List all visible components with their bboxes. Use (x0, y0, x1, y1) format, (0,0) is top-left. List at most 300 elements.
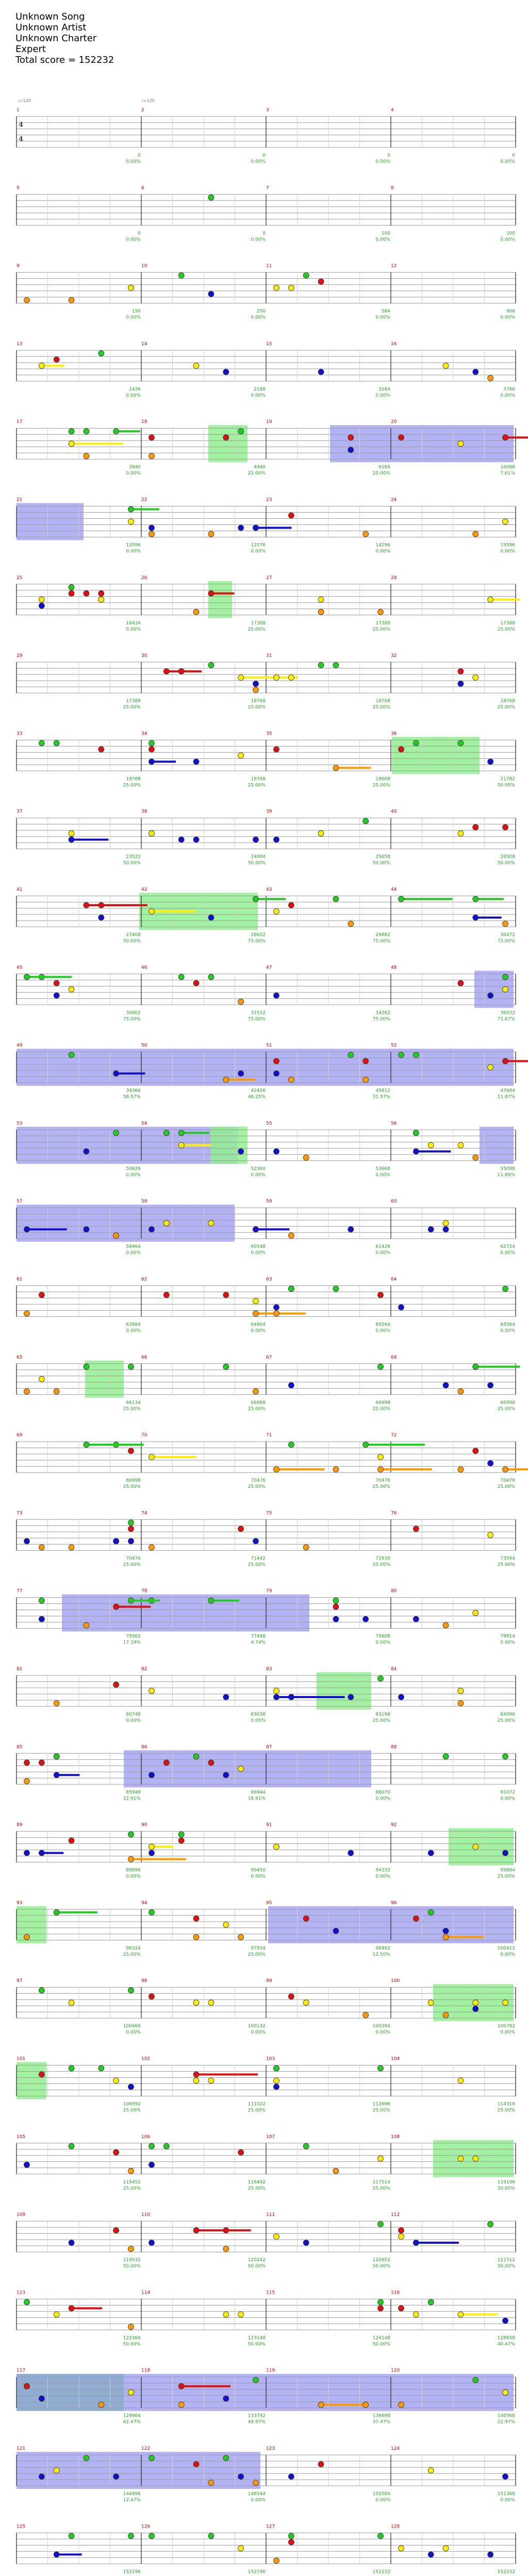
sustain-tail (366, 1444, 425, 1446)
note-gem (348, 1052, 354, 1058)
measure-number: 100 (391, 1978, 400, 1984)
note-gem (458, 669, 464, 674)
note-gem (113, 2474, 119, 2480)
measure-percent: 0.00% (500, 1250, 515, 1256)
note-gem (274, 1058, 279, 1064)
note-gem (24, 1760, 30, 1766)
note-gem (54, 993, 59, 998)
sustain-tail (505, 1060, 528, 1062)
note-gem (69, 2240, 74, 2246)
note-gem (208, 291, 214, 297)
note-gem (69, 2306, 74, 2311)
note-gem (363, 1058, 369, 1064)
note-gem (128, 1538, 134, 1544)
note-gem (458, 1467, 464, 1472)
measure-number: 121 (16, 2446, 26, 2451)
measure-percent: 75.00% (497, 939, 515, 944)
note-gem (128, 519, 134, 524)
note-gem (69, 297, 74, 303)
measure-percent: 17.19% (123, 1640, 141, 1646)
measure-number: 88 (391, 1744, 397, 1750)
note-gem (274, 1071, 279, 1076)
measure-number: 33 (16, 731, 23, 737)
measure-score: 84096 (500, 1712, 515, 1717)
note-gem (128, 1988, 134, 1993)
staff-row (16, 1121, 516, 1178)
note-gem (288, 513, 294, 518)
measure-percent: 11.89% (497, 1172, 515, 1178)
sustain-tail (336, 767, 371, 769)
note-gem (378, 609, 384, 615)
measure-score: 100 (381, 231, 390, 236)
note-gem (54, 1388, 59, 1394)
measure-number: 18 (141, 419, 147, 425)
note-gem (303, 2143, 309, 2149)
measure-percent: 0.00% (126, 471, 141, 477)
measure-percent: 25.00% (497, 1406, 515, 1412)
measure-score: 18768 (251, 776, 266, 782)
note-gem (238, 2312, 244, 2317)
measure-percent: 0.00% (500, 315, 515, 320)
measure-number: 22 (141, 497, 147, 503)
note-gem (113, 1071, 119, 1076)
note-gem (274, 2065, 279, 2071)
note-gem (473, 2156, 478, 2161)
note-gem (238, 753, 244, 758)
note-gem (413, 1916, 419, 1921)
note-gem (193, 2072, 199, 2077)
measure-number: 59 (266, 1199, 272, 1205)
measure-number: 90 (141, 1822, 147, 1828)
measure-number: 55 (266, 1121, 272, 1126)
note-gem (98, 915, 104, 921)
measure-score: 115452 (123, 2179, 141, 2185)
measure-score: 10088 (500, 465, 515, 470)
note-gem (443, 1754, 449, 1759)
note-gem (128, 1526, 134, 1532)
note-gem (54, 740, 59, 746)
measure-percent: 4.74% (251, 1640, 266, 1646)
note-gem (458, 831, 464, 836)
measure-score: 144996 (123, 2492, 141, 2497)
measure-percent: 50.00% (372, 2342, 390, 2347)
note-gem (348, 1694, 354, 1700)
note-gem (113, 1682, 119, 1688)
measure-percent: 25.00% (372, 1406, 390, 1412)
note-gem (503, 974, 508, 980)
measure-score: 906 (506, 309, 515, 314)
measure-number: 118 (141, 2368, 151, 2374)
sustain-tail (182, 1132, 209, 1134)
note-gem (54, 1772, 59, 1778)
measure-score: 17388 (251, 620, 266, 626)
measure-number: 57 (16, 1199, 23, 1205)
measure-number: 58 (141, 1199, 147, 1205)
measure-number: 103 (266, 2056, 275, 2062)
note-gem (399, 2546, 404, 2551)
note-gem (69, 2143, 74, 2149)
note-gem (223, 369, 229, 375)
measure-percent: 0.00% (500, 393, 515, 398)
song-charter: Unknown Charter (15, 33, 97, 44)
measure-number: 109 (16, 2212, 26, 2218)
note-gem (428, 1850, 434, 1856)
measure-score: 65564 (500, 1322, 515, 1328)
note-gem (193, 609, 199, 615)
measure-percent: 75.00% (123, 1016, 141, 1022)
note-gem (39, 603, 44, 608)
note-gem (223, 1694, 229, 1700)
measure-number: 83 (266, 1667, 272, 1672)
note-gem (69, 441, 74, 447)
measure-score: 47684 (500, 1088, 515, 1094)
note-gem (238, 2546, 244, 2551)
note-gem (39, 2396, 44, 2401)
measure-score: 19608 (375, 776, 390, 782)
sustain-tail (446, 1936, 484, 1938)
note-gem (24, 2162, 30, 2167)
note-gem (149, 909, 155, 914)
note-gem (428, 2468, 434, 2473)
note-gem (348, 1850, 354, 1856)
note-gem (193, 1916, 199, 1921)
note-gem (363, 2402, 369, 2408)
measure-score: 121512 (497, 2258, 515, 2263)
staff-row (16, 1511, 516, 1567)
note-gem (288, 2474, 294, 2480)
staff-row (16, 575, 520, 632)
note-gem (149, 747, 155, 752)
staff-row (16, 1043, 528, 1100)
note-gem (303, 1155, 309, 1160)
measure-number: 20 (391, 419, 397, 425)
measure-percent: 0.00% (500, 549, 515, 554)
measure-score: 73594 (500, 1556, 515, 1562)
note-gem (503, 2000, 508, 2006)
measure-number: 63 (266, 1277, 272, 1282)
note-gem (208, 590, 214, 596)
measure-score: 34262 (375, 1010, 390, 1016)
measure-percent: 0.00% (375, 1796, 390, 1802)
note-gem (378, 2156, 384, 2161)
note-gem (113, 2228, 119, 2233)
measure-percent: 25.00% (497, 1874, 515, 1879)
measure-score: 152196 (123, 2569, 141, 2575)
measure-number: 126 (141, 2524, 151, 2530)
measure-percent: 0.00% (500, 1952, 515, 1957)
note-gem (288, 1286, 294, 1292)
note-gem (178, 669, 184, 674)
measure-score: 0 (262, 153, 266, 158)
solo-section (124, 1750, 371, 1787)
measure-score: 91072 (500, 1790, 515, 1795)
note-gem (24, 1388, 30, 1394)
measure-score: 17388 (500, 620, 515, 626)
note-gem (39, 1598, 44, 1603)
measure-percent: 0.00% (375, 1640, 390, 1646)
measure-percent: 25.00% (372, 2108, 390, 2113)
note-gem (149, 831, 155, 836)
note-gem (149, 2240, 155, 2246)
measure-percent: 0.00% (251, 237, 266, 243)
note-gem (399, 896, 404, 902)
note-gem (24, 1850, 30, 1856)
note-gem (473, 1844, 478, 1850)
note-gem (39, 1760, 44, 1766)
measure-score: 70476 (500, 1478, 515, 1484)
measure-number: 35 (266, 731, 272, 737)
note-gem (208, 1760, 214, 1766)
note-gem (348, 921, 354, 927)
note-gem (238, 429, 244, 434)
note-gem (378, 2299, 384, 2305)
staff-row (16, 1901, 516, 1957)
measure-score: 119532 (123, 2258, 141, 2263)
measure-percent: 0.00% (251, 159, 266, 164)
note-gem (473, 2377, 478, 2383)
note-gem (274, 2234, 279, 2240)
measure-score: 53668 (375, 1166, 390, 1172)
note-gem (288, 1077, 294, 1082)
note-gem (208, 1598, 214, 1603)
note-gem (443, 1227, 449, 1232)
time-signature-bottom: 4 (19, 135, 24, 143)
measure-percent: 71.67% (497, 1016, 515, 1022)
note-gem (163, 2143, 169, 2149)
measure-percent: 0.00% (375, 1328, 390, 1334)
note-gem (208, 195, 214, 200)
note-gem (178, 974, 184, 980)
measure-number: 43 (266, 887, 272, 892)
note-gem (178, 1142, 184, 1148)
note-gem (274, 675, 279, 681)
note-gem (223, 1922, 229, 1927)
measure-score: 70476 (251, 1478, 266, 1484)
note-gem (378, 2306, 384, 2311)
note-gem (178, 1832, 184, 1837)
measure-number: 86 (141, 1744, 147, 1750)
note-gem (39, 2072, 44, 2077)
note-gem (503, 2318, 508, 2324)
note-gem (128, 2246, 134, 2252)
measure-number: 48 (391, 965, 397, 971)
note-gem (54, 2552, 59, 2557)
note-gem (253, 525, 259, 531)
note-gem (274, 2078, 279, 2083)
note-gem (274, 1311, 279, 1316)
measure-score: 98462 (375, 1945, 390, 1951)
measure-number: 80 (391, 1588, 397, 1594)
measure-number: 77 (16, 1588, 23, 1594)
note-gem (84, 1227, 89, 1232)
measure-number: 12 (391, 263, 397, 269)
measure-percent: 25.00% (372, 1562, 390, 1568)
note-gem (163, 669, 169, 674)
note-gem (39, 740, 44, 746)
sustain-tail (131, 509, 159, 511)
measure-percent: 11.87% (497, 1094, 515, 1100)
measure-score: 0 (512, 153, 515, 158)
measure-number: 42 (141, 887, 147, 892)
measure-number: 5 (16, 185, 20, 191)
measure-percent: 0.00% (126, 237, 141, 243)
note-gem (253, 1298, 259, 1304)
note-gem (488, 993, 493, 998)
measure-score: 60548 (251, 1244, 266, 1250)
measure-number: 93 (16, 1900, 23, 1906)
solo-section (16, 503, 84, 540)
note-gem (238, 1766, 244, 1772)
measure-percent: 46.25% (248, 1094, 266, 1100)
measure-number: 46 (141, 965, 147, 971)
measure-percent: 50.00% (123, 2342, 141, 2347)
sustain-tail (256, 898, 286, 900)
sustain-tail (401, 898, 453, 900)
staff-row (16, 419, 528, 476)
note-gem (178, 2402, 184, 2408)
note-gem (473, 675, 478, 681)
measure-percent: 0.00% (375, 315, 390, 320)
note-gem (149, 2162, 155, 2167)
solo-section (62, 1595, 309, 1632)
measure-score: 66998 (126, 1478, 141, 1484)
measure-percent: 0.00% (126, 1874, 141, 1879)
measure-number: 120 (391, 2368, 400, 2374)
measure-number: 62 (141, 1277, 147, 1282)
measure-number: 41 (16, 887, 23, 892)
measure-score: 75562 (126, 1634, 141, 1639)
measure-number: 3 (266, 108, 269, 113)
measure-score: 36032 (500, 1010, 515, 1016)
measure-number: 68 (391, 1354, 397, 1360)
sustain-tail (321, 2404, 364, 2406)
note-gem (223, 2312, 229, 2317)
note-gem (363, 2012, 369, 2018)
note-gem (473, 896, 478, 902)
measure-score: 18768 (500, 699, 515, 704)
measure-number: 127 (266, 2524, 275, 2530)
measure-percent: 0.00% (251, 1250, 266, 1256)
measure-score: 0 (387, 153, 390, 158)
measure-number: 114 (141, 2290, 151, 2296)
note-gem (178, 2383, 184, 2389)
note-gem (428, 1909, 434, 1915)
note-gem (413, 2240, 419, 2246)
note-gem (149, 1844, 155, 1850)
measure-percent: 25.00% (123, 2185, 141, 2191)
measure-score: 152196 (248, 2569, 266, 2575)
measure-number: 74 (141, 1511, 147, 1516)
star-power-section (85, 1361, 124, 1398)
measure-score: 71442 (251, 1556, 266, 1562)
note-gem (413, 740, 419, 746)
sustain-tail (72, 443, 124, 445)
staff-row (16, 1978, 516, 2035)
measure-number: 117 (16, 2368, 26, 2374)
staff-row (16, 2446, 516, 2503)
measure-score: 18768 (126, 776, 141, 782)
note-gem (428, 2000, 434, 2006)
measure-number: 30 (141, 653, 147, 659)
sustain-tail (131, 1858, 186, 1860)
note-gem (473, 1610, 478, 1616)
measure-score: 1436 (129, 386, 141, 392)
note-gem (84, 903, 89, 908)
note-gem (274, 1148, 279, 1154)
note-gem (333, 1598, 339, 1603)
measure-percent: 25.00% (372, 471, 390, 477)
note-gem (333, 663, 339, 668)
note-gem (24, 1538, 30, 1544)
measure-percent: 25.00% (123, 783, 141, 788)
measure-score: 45812 (375, 1088, 390, 1094)
note-gem (54, 1909, 59, 1915)
staff-row (16, 1589, 516, 1646)
measure-percent: 25.00% (123, 1484, 141, 1490)
note-gem (253, 1388, 259, 1394)
sustain-tail (416, 1150, 451, 1153)
note-gem (149, 1994, 155, 1999)
sustain-tail (152, 910, 195, 912)
measure-number: 38 (141, 809, 147, 815)
note-gem (128, 1520, 134, 1526)
measure-number: 9 (16, 263, 20, 269)
measure-score: 117514 (372, 2179, 390, 2185)
measure-percent: 0.00% (251, 393, 266, 398)
measure-percent: 25.00% (248, 2108, 266, 2113)
note-gem (39, 2474, 44, 2480)
measure-score: 150 (131, 309, 141, 314)
measure-number: 101 (16, 2056, 26, 2062)
measure-score: 15596 (500, 543, 515, 548)
note-gem (303, 1545, 309, 1550)
measure-number: 11 (266, 263, 272, 269)
sustain-tail (381, 1468, 432, 1470)
note-gem (149, 2143, 155, 2149)
note-gem (54, 357, 59, 362)
staff-row (16, 264, 516, 320)
measure-number: 102 (141, 2056, 151, 2062)
note-gem (288, 1382, 294, 1388)
time-signature-top: 4 (19, 121, 24, 129)
note-gem (413, 1130, 419, 1136)
measure-number: 70 (141, 1433, 147, 1438)
measure-score: 70476 (126, 1556, 141, 1562)
measure-number: 82 (141, 1667, 147, 1672)
measure-number: 105 (16, 2134, 26, 2140)
note-gem (98, 597, 104, 602)
note-gem (128, 2533, 134, 2539)
note-gem (399, 2402, 404, 2408)
sustain-tail (57, 1911, 97, 1913)
sustain-tail (72, 839, 109, 841)
note-gem (223, 2455, 229, 2461)
note-gem (113, 429, 119, 434)
sustain-tail (42, 1852, 64, 1854)
measure-percent: 75.00% (248, 1016, 266, 1022)
measure-number: 128 (391, 2524, 400, 2530)
measure-score: 58464 (126, 1244, 141, 1250)
note-gem (149, 435, 155, 440)
note-gem (253, 1311, 259, 1316)
staff-row (16, 965, 516, 1022)
note-gem (428, 2299, 434, 2305)
note-gem (178, 1838, 184, 1843)
measure-percent: 0.00% (251, 1328, 266, 1334)
star-power-section (317, 1672, 371, 1709)
note-gem (208, 531, 214, 537)
measure-number: 1 (16, 108, 20, 113)
